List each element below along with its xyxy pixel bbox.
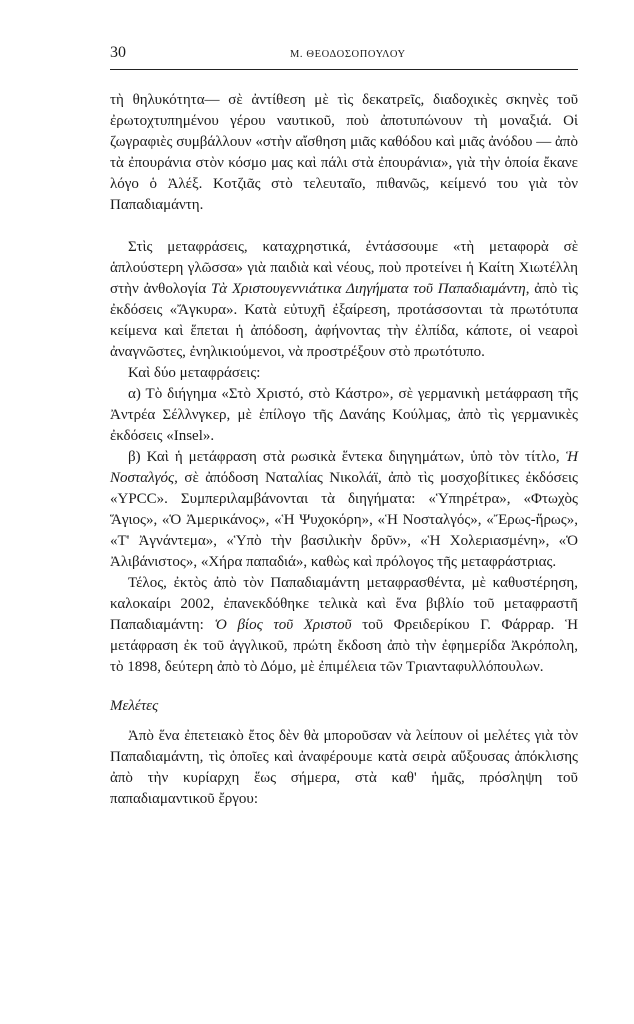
- paragraph-continuation: τὴ θηλυκότητα— σὲ ἀντίθεση μὲ τὶς δεκατρεῖς, διαδοχικὲς σκηνὲς τοῦ ἐρωτοχτυπημένου γέρου ναυτικοῦ, ποὺ ἀποτυπώνουν τὴ μοναξιά. Οἱ ζωγραφιὲς συμβάλλουν «στὴν αἴσθηση μιᾶς καθόδου καὶ μιᾶς ἀνόδου — ἀπὸ τὰ ἐπουράνια στὸν κόσμο μας καὶ πάλι στὰ ἐπουράνια», γιὰ τὴν ὁποία ἔκανε λόγο ὁ Ἀλέξ. Κοτζιᾶς στὸ τελευταῖο, πιθανῶς, κείμενό του γιὰ τὸν Παπαδιαμάντη.: [110, 92, 578, 213]
- page: [110, 44, 578, 810]
- paragraph-translations: [110, 237, 578, 363]
- paragraph-text: τοῦ Φρειδερίκου Γ. Φάρραρ. Ἡ μετάφραση ἐκ τοῦ ἀγγλικοῦ, πρώτη ἔκδοση ἀπὸ τὴν ἐφημερίδα Ἀκρόπολη, τὸ 1898, δεύτερη ἀπὸ τὸ Δόμο, μὲ ἐπιμέλεια τῶν Τριανταφυλλόπουλων.: [110, 617, 578, 675]
- paragraph-gap: [110, 216, 578, 237]
- paragraph-text: Τέλος, ἐκτὸς ἀπὸ τὸν Παπαδιαμάντη μεταφρασθέντα, μὲ καθυστέρηση, καλοκαίρι 2002, ἐπανεκδόθηκε τελικὰ καὶ ἕνα βιβλίο τοῦ μεταφραστῆ Παπαδιαμάντη:: [110, 575, 578, 633]
- page-number: 30: [110, 44, 126, 61]
- paragraph-two-translations: Καὶ δύο μεταφράσεις:: [128, 365, 261, 381]
- paragraph-text: , ἀπὸ τὶς ἐκδόσεις «Ἄγκυρα». Κατὰ εὐτυχῆ ἐξαίρεση, προτάσσονται τὰ πρωτότυπα κείμενα καὶ ἕπεται ἡ ἀπόδοση, ἀφήνοντας τὴν ἐλπίδα, κάποτε, οἱ νεαροὶ ἀναγνῶστες, ἐνηλικιούμενοι, νὰ προστρέξουν στὸ πρωτότυπο.: [110, 281, 578, 360]
- running-header: [110, 44, 578, 70]
- book-title: Τὰ Χριστουγεννιάτικα Διηγήματα τοῦ Παπαδιαμάντη: [210, 281, 526, 297]
- section-heading: Μελέτες: [110, 698, 159, 714]
- paragraph-text: Στὶς μεταφράσεις, καταχρηστικά, ἐντάσσουμε «τὴ μεταφορὰ σὲ ἁπλούστερη γλῶσσα» γιὰ παιδιὰ καὶ νέους, ποὺ προτείνει ἡ Καίτη Χιωτέλλη στὴν ἀνθολογία: [110, 239, 578, 297]
- book-title: Ὁ βίος τοῦ Χριστοῦ: [214, 617, 352, 633]
- paragraph-studies: Ἀπὸ ἕνα ἐπετειακὸ ἔτος δὲν θὰ μποροῦσαν νὰ λείπουν οἱ μελέτες γιὰ τὸν Παπαδιαμάντη, τὶς ὁποῖες καὶ ἀναφέρουμε κατὰ σειρὰ αὔξουσας ἀπόκλισης ἀπὸ τὴν κυρίαρχη ἕως σήμερα, στὰ καθ' ἡμᾶς, πρόσληψη τοῦ παπαδιαμαντικοῦ ἔργου:: [110, 728, 578, 807]
- paragraph-item-b: [110, 447, 578, 573]
- paragraph-item-a: α) Τὸ διήγημα «Στὸ Χριστό, στὸ Κάστρο», σὲ γερμανικὴ μετάφραση τῆς Ἀντρέα Σέλλνγκερ, μὲ ἐπίλογο τῆς Δανάης Κούλμας, ἀπὸ τὶς γερμανικὲς ἐκδόσεις «Insel».: [110, 386, 578, 444]
- paragraph-text: , σὲ ἀπόδοση Ναταλίας Νικολάϊ, ἀπὸ τὶς μοσχοβίτικες ἐκδόσεις «YPCC». Συμπεριλαμβάνονται τὰ διηγήματα: «Ὑπηρέτρα», «Φτωχὸς Ἅγιος», «Ὁ Ἀμερικάνος», «Ἡ Ψυχοκόρη», «Ἡ Νοσταλγός», «Ἔρως-ἥρως», «Τ' Ἀγνάντεμα», «Ὑπὸ τὴν βασιλικὴν δρῦν», «Ἡ Χολεριασμένη», «Ὁ Ἀλιβάνιστος», «Χήρα παπαδιά», καθὼς καὶ πρόλογος τῆς μεταφράστριας.: [110, 470, 578, 570]
- paragraph-finally: [110, 573, 578, 678]
- body-text: [110, 90, 578, 810]
- book-title: Ἡ Νοσταλγός: [110, 449, 578, 486]
- running-title: Μ. ΘΕΟΔΟΣΟΠΟΥΛΟΥ: [290, 49, 406, 60]
- paragraph-text: β) Καὶ ἡ μετάφραση στὰ ρωσικὰ ἕντεκα διηγημάτων, ὑπὸ τὸν τίτλο,: [128, 449, 566, 465]
